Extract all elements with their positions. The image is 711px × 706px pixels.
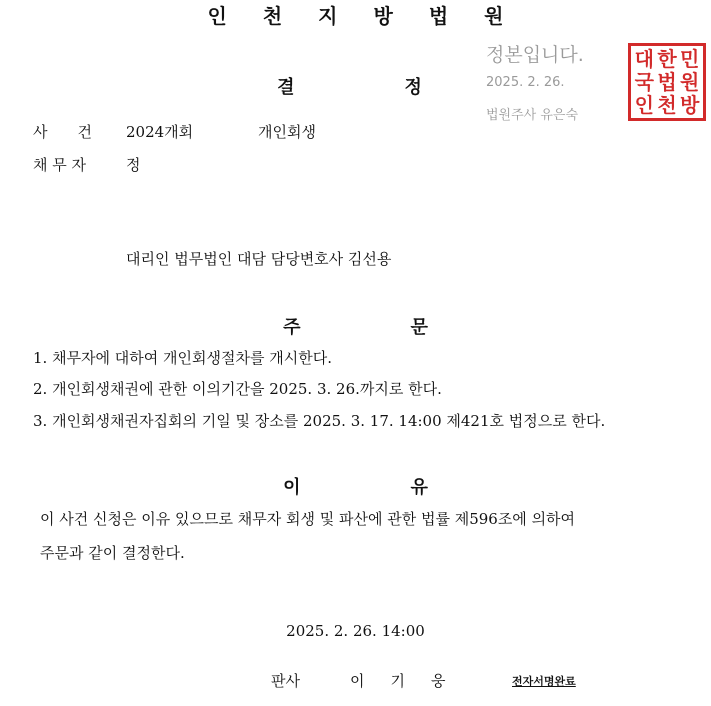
- reason-title-char: 유: [410, 477, 428, 498]
- decision-datetime: 2025. 2. 26. 14:00: [286, 622, 425, 640]
- judge-name-char: 기: [390, 672, 405, 690]
- seal-char: 대: [634, 47, 654, 72]
- decision-title-char: 결: [277, 77, 295, 98]
- reason-title-char: 이: [283, 477, 301, 498]
- reason-line: 주문과 같이 결정한다.: [40, 544, 185, 562]
- debtor-value: 정: [126, 156, 141, 174]
- judge-name-char: 웅: [431, 672, 446, 690]
- reason-line: 이 사건 신청은 이유 있으므로 채무자 회생 및 파산에 관한 법률 제596조에 의하여: [40, 510, 576, 528]
- order-item: 3. 개인회생채권자집회의 기일 및 장소를 2025. 3. 17. 14:00 제421호 법정으로 한다.: [33, 412, 606, 430]
- seal-char: 한: [657, 47, 677, 72]
- case-number: 2024개회: [126, 123, 194, 141]
- order-title-char: 문: [410, 317, 428, 338]
- court-title-char: 법: [428, 4, 449, 28]
- seal-char: 인: [634, 92, 654, 117]
- seal-char: 민: [679, 47, 700, 72]
- e-signature-mark: 전자서명완료: [512, 675, 576, 688]
- order-title-char: 주: [283, 317, 301, 338]
- case-type: 개인회생: [258, 123, 316, 141]
- court-title-char: 원: [484, 4, 504, 28]
- judge-name-char: 이: [350, 672, 365, 690]
- debtor-label: 채 무 자: [33, 156, 87, 174]
- seal-char: 천: [657, 92, 677, 117]
- seal-char: 원: [679, 69, 700, 94]
- seal-char: 국: [634, 69, 654, 94]
- court-title: [0, 0, 711, 29]
- judge-label: 판사: [271, 672, 300, 690]
- decision-title: [0, 69, 705, 99]
- order-title: [0, 313, 711, 339]
- reason-title: [0, 473, 711, 499]
- order-item: 1. 채무자에 대하여 개인회생절차를 개시한다.: [33, 349, 332, 367]
- order-item: 2. 개인회생채권에 관한 이의기간을 2025. 3. 26.까지로 한다.: [33, 380, 442, 398]
- seal-char: 방: [679, 92, 700, 117]
- decision-title-char: 정: [404, 77, 422, 98]
- certified-label: 정본입니다.: [486, 44, 584, 66]
- court-title-char: 지: [318, 4, 338, 28]
- seal-char: 법: [657, 69, 677, 94]
- certified-clerk: 법원주사 유은숙: [486, 108, 579, 123]
- court-title-char: 천: [262, 4, 283, 28]
- court-title-char: 방: [373, 4, 393, 28]
- judge-name: [350, 670, 446, 691]
- certified-date: 2025. 2. 26.: [486, 75, 565, 90]
- court-title-char: 인: [207, 4, 227, 28]
- case-label: 사 건: [33, 123, 92, 141]
- agent-line: 대리인 법무법인 대담 담당변호사 김선용: [126, 250, 392, 268]
